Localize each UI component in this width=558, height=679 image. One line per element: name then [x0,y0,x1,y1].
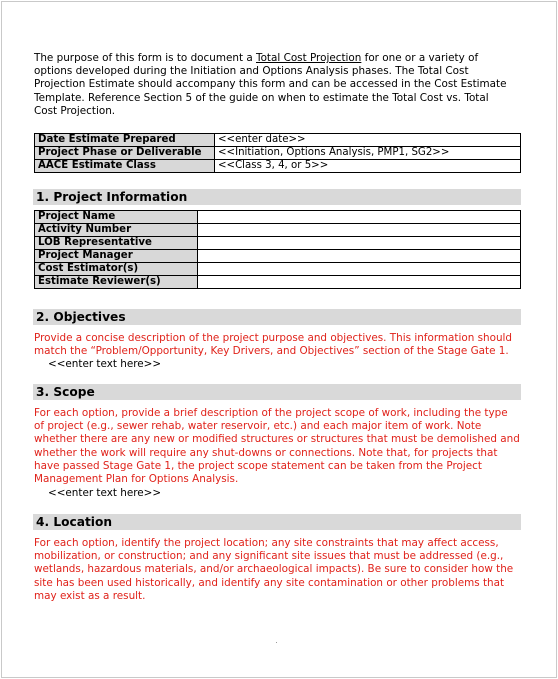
section-heading-objectives: 2. Objectives [33,309,521,325]
intro-text-start: The purpose of this form is to document a [34,52,256,64]
cost-estimator-field[interactable] [198,263,521,276]
page-mark [276,642,277,643]
project-manager-field[interactable] [198,250,521,263]
section-heading-project-information: 1. Project Information [33,189,521,205]
table-row [35,276,521,289]
table-row [35,147,521,160]
project-info-table [34,210,521,289]
table-row [35,263,521,276]
section-heading-scope: 3. Scope [33,384,521,400]
project-info-label: Cost Estimator(s) [35,263,198,276]
project-info-label: LOB Representative [35,237,198,250]
scope-instruction: For each option, provide a brief description of the project scope of work, including the type of project (e.g., sewer rehab, water reservoir, etc.) and each major item of work. Note whether there are any new or modified structures or structures that must be demolished and whether the work will require any shut-downs or connections. Note that, for projects that have passed Stage Gate 1, the project scope statement can be taken from the Project Management Plan for Options Analysis. [34,407,520,486]
table-row [35,250,521,263]
estimate-class-field[interactable]: <<Class 3, 4, or 5>> [215,160,521,173]
intro-paragraph [34,52,514,118]
meta-label: Project Phase or Deliverable [35,147,215,160]
intro-text-end: for one or a variety of options developed during the Initiation and Options Analysis phases. The Total Cost Projection Estimate should accompany this form and can be accessed in the Cost Estimate Template. Reference Section 5 of the guide on when to estimate the Total Cost vs. Total Cost Projection. [34,52,507,117]
table-row [35,134,521,147]
objectives-text-field[interactable]: <<enter text here>> [48,358,162,370]
table-row [35,237,521,250]
meta-label: AACE Estimate Class [35,160,215,173]
estimate-reviewer-field[interactable] [198,276,521,289]
total-cost-projection-link[interactable]: Total Cost Projection [256,52,362,64]
table-row [35,160,521,173]
table-row [35,224,521,237]
lob-representative-field[interactable] [198,237,521,250]
project-phase-field[interactable]: <<Initiation, Options Analysis, PMP1, SG2>> [215,147,521,160]
activity-number-field[interactable] [198,224,521,237]
project-info-label: Activity Number [35,224,198,237]
meta-label: Date Estimate Prepared [35,134,215,147]
section-heading-location: 4. Location [33,514,521,530]
project-info-label: Estimate Reviewer(s) [35,276,198,289]
date-estimate-field[interactable]: <<enter date>> [215,134,521,147]
project-name-field[interactable] [198,211,521,224]
project-info-label: Project Name [35,211,198,224]
estimate-meta-table [34,133,521,173]
location-instruction: For each option, identify the project location; any site constraints that may affect access, mobilization, or construction; and any significant site issues that must be addressed (e.g., wetlands, hazardous materials, and/or archaeological impacts). Be sure to consider how the site has been used historically, and identify any site contamination or other problems that may exist as a result. [34,537,514,602]
table-row [35,211,521,224]
project-info-label: Project Manager [35,250,198,263]
objectives-instruction: Provide a concise description of the project purpose and objectives. This information should match the “Problem/Opportunity, Key Drivers, and Objectives” section of the Stage Gate 1. [34,332,513,358]
scope-text-field[interactable]: <<enter text here>> [48,487,162,499]
